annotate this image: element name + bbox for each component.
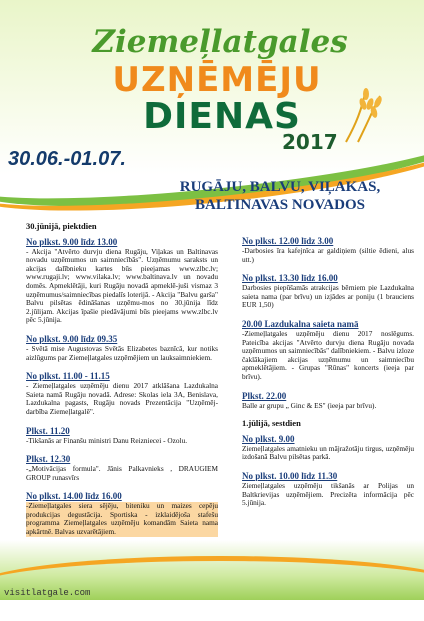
schedule-time: Plkst. 11.20 [26, 425, 70, 436]
schedule-text: - Akcija "Atvērto durvju diena Rugāju, Viļakas un Baltinavas novadu uzņēmumos un saimniecībās". Uzņēmumu saraksts un akcijas dalībnieku kartes būs pieejamas www.zlbc.lv; www.rugaji.lv; www.vilaka.lv; www.baltinava.lv un novadu domēs. Apmeklētāji, kuri Rugāju novadā apmeklē-juši vismaz 3 uzņēmumus/saimniecības piedalīs loterijā. - Akcija "Balvu garša" Balvu pilsētas ēdināšanas uzņēmu-mos no 30.jūnija līdz 2.jūlijam. Akcijas īpašie piedāvājumi būs pieejams www.zlbc.lv pēc 5.jūnija. [26, 246, 218, 325]
schedule-item [242, 273, 414, 310]
schedule-text: - Ziemeļlatgales uzņēmēju dienu 2017 atklāšana Lazdukalna Saieta namā Rugāju novadā. Adrese: Skolas iela 3A, Benislava, Lazdukalna pagasts, Rugāju novads Prezentācija "Uzņēmēj-darbība Ziemeļlatgalē". [26, 381, 218, 416]
schedule-time: No plkst. 9.00 līdz 13.00 [26, 236, 118, 247]
schedule-time: Plkst. 12.30 [26, 454, 71, 465]
schedule-item [242, 319, 414, 382]
schedule-time: No plkst. 13.30 līdz 16.00 [242, 273, 338, 284]
logo-title-days: DIENAS [143, 96, 301, 137]
schedule-time: 20.00 Lazdukalna saieta namā [242, 318, 359, 329]
schedule-text: -Tikšanās ar Finanšu ministri Danu Reizniecei - Ozolu. [26, 435, 188, 445]
schedule-text: -Ziemeļlatgales uzņēmēju dienu 2017 noslēgums. Pateicība akcijas "Atvērto durvju diena Rugāju novada uzņēmumos un saimniecībās" dalībniekiem. - Balvu izloze čaklākajiem akcijas uzņēmumu un saimniecību apmeklētājiem. - Grupas "Rūnas" koncerts (ieeja par brīvu). [242, 328, 414, 381]
left-column [26, 222, 218, 546]
regions-line-2: BALTINAVAS NOVADOS [195, 197, 365, 213]
regions-line-1: RUGĀJU, BALVU, VIĻAKAS, [179, 179, 381, 195]
schedule-time: No plkst. 11.00 - 11.15 [26, 371, 110, 382]
schedule-text: -Ziemeļlatgales siera sējēju, biteniku un maizes cepēju produkcijas degustācija. Sportiska - izklaidējoša stafešu programma Ziemeļlatgales uzņēmēju komandām Saieta nama apkārtnē. Balvas uzvarētājiem. [26, 501, 218, 537]
schedule-item [242, 236, 414, 264]
schedule-time: No plkst. 9.00 [242, 433, 295, 444]
schedule-item [242, 471, 414, 508]
schedule-time: No plkst. 9.00 līdz 09.35 [26, 333, 118, 344]
schedule-text: Ziemeļlatgales amatnieku un mājražotāju tirgus, uzņēmēju izdošanā Balvu pilsētas parkā. [242, 443, 414, 462]
right-column [242, 236, 414, 517]
schedule-time: Plkst. 22.00 [242, 390, 287, 401]
logo-title-entrepreneurs: UZŅĒMĒJU [112, 60, 322, 100]
schedule-item [26, 426, 218, 446]
schedule-text: Ziemeļlatgales uzņēmēju tikšanās ar Polijas un Baltkrievijas uzņēmējiem. Precizēta informācija pēc 5.jūnija. [242, 480, 414, 508]
schedule-time: No plkst. 14.00 līdz 16.00 [26, 491, 122, 502]
schedule-item [26, 371, 218, 416]
day-heading-saturday: 1.jūlijā, sestdien [242, 418, 301, 429]
event-dates: 30.06.-01.07. [8, 148, 126, 170]
schedule-text: -„Motivācijas formula". Jānis Palkavnieks , DRAUGIEM GROUP runasvīrs [26, 464, 218, 482]
day-heading-friday: 30.jūnijā, piektdien [26, 221, 97, 231]
schedule-item [26, 454, 218, 482]
schedule-item [26, 491, 218, 536]
logo-title-region: Ziemeļlatgales [92, 24, 348, 60]
logo-year: 2017 [282, 130, 338, 154]
schedule-item [26, 334, 218, 362]
regions-heading [160, 178, 400, 214]
schedule-time: No plkst. 10.00 līdz 11.30 [242, 470, 338, 481]
schedule-item [242, 391, 414, 411]
schedule-item [242, 434, 414, 462]
wheat-icon [336, 84, 386, 144]
schedule-text: Darbosies piepūšamās atrakcijas bērniem pie Lazdukalna saieta nama (par brīvu) un izjādes ar poniju (1 brauciens EUR 1,50) [242, 283, 414, 310]
schedule-text: - Svētā mise Augustovas Svētās Elizabetes baznīcā, kur notiks aizlūgums par Ziemeļlatgales uzņēmējiem un lauksaimniekiem. [26, 343, 218, 362]
schedule-text: Balle ar grupu „ Ginc & ES" (ieeja par brīvu). [242, 400, 377, 410]
schedule-item [26, 237, 218, 325]
schedule-time: No plkst. 12.00 līdz 3.00 [242, 236, 334, 246]
schedule-text: -Darbosies īra kafejnīca ar galdiņiem (siltie ēdieni, alus utt.) [242, 246, 414, 264]
website-watermark: visitlatgale.com [4, 588, 91, 598]
